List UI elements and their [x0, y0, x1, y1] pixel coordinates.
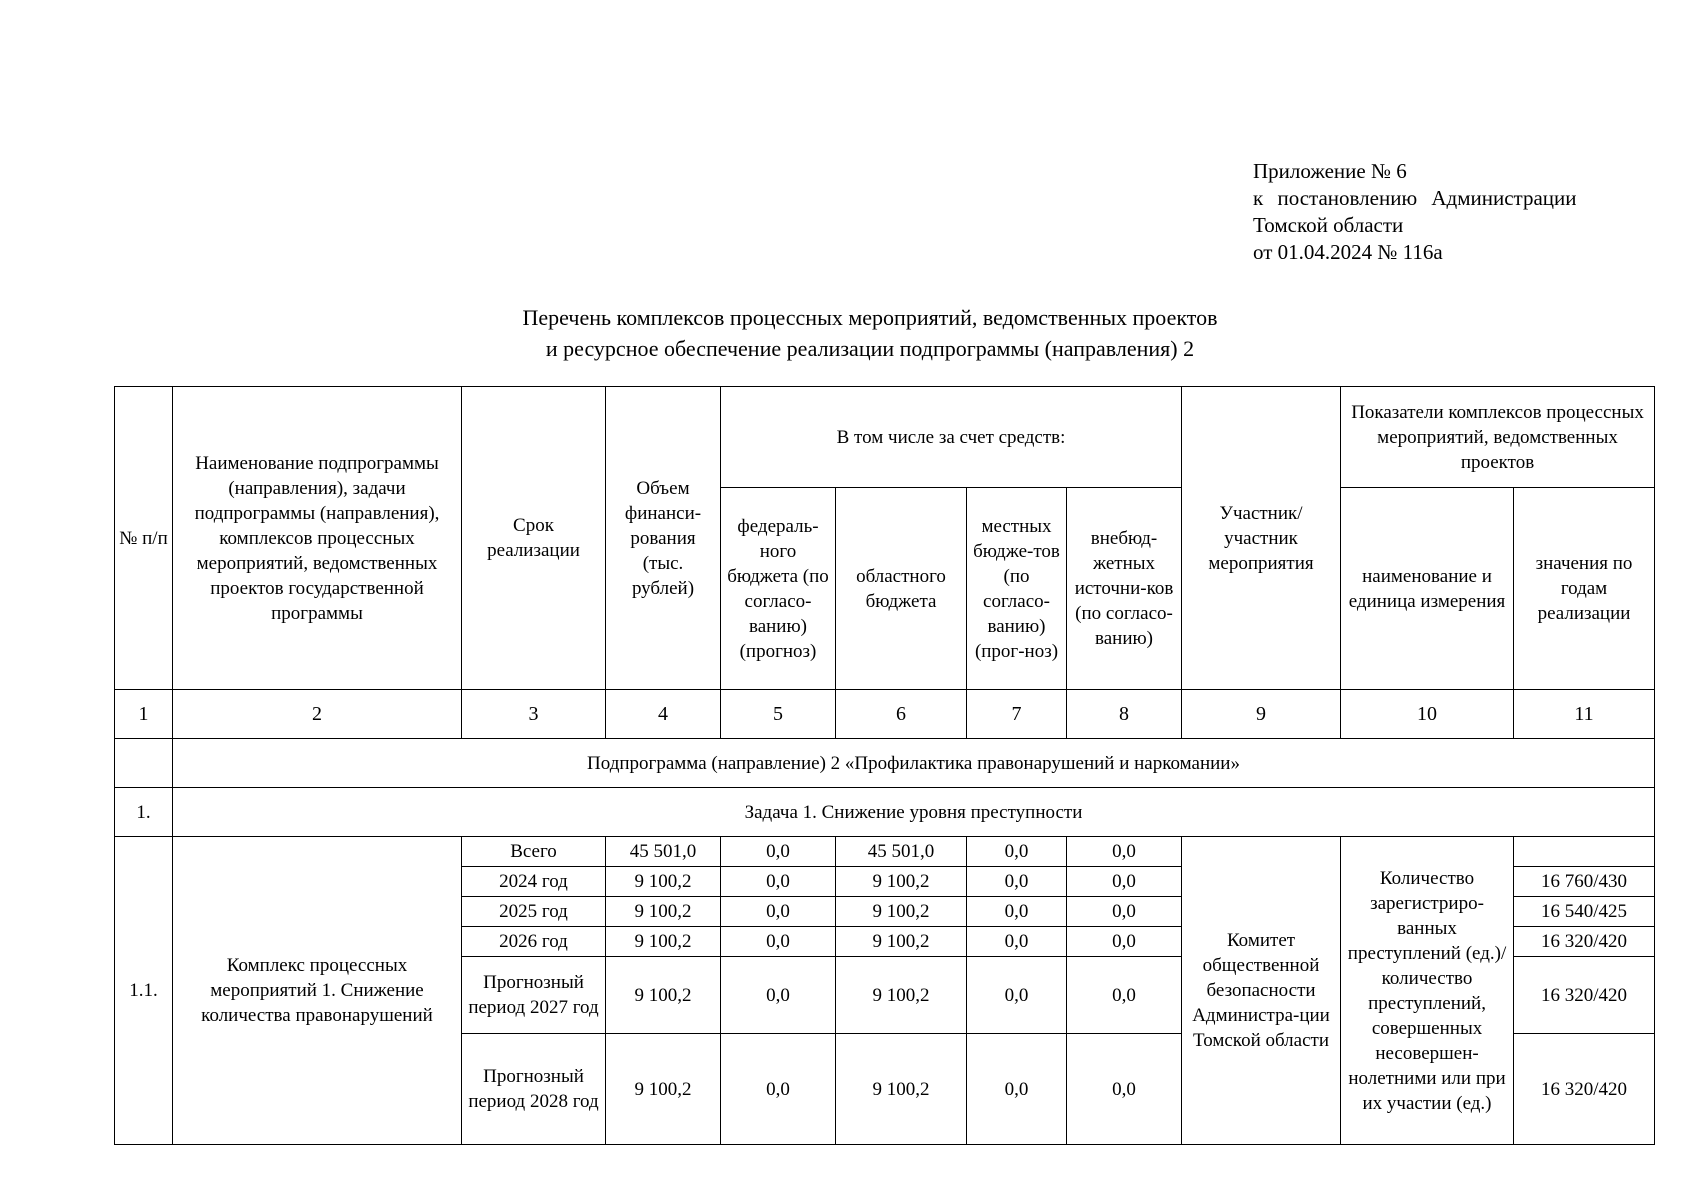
programs-table — [114, 386, 1655, 1145]
header-col-11: значения по годам реализации — [1514, 488, 1655, 690]
appendix-resolution: к постановлению Администрации — [1253, 186, 1577, 210]
extra-cell: 0,0 — [1067, 927, 1182, 957]
federal-cell: 0,0 — [721, 897, 836, 927]
local-cell: 0,0 — [967, 837, 1067, 867]
column-number: 11 — [1514, 690, 1655, 739]
title-line-2: и ресурсное обеспечение реализации подпрограммы (направления) 2 — [545, 336, 1195, 361]
header-col-10: наименование и единица измерения — [1341, 488, 1514, 690]
value-cell: 16 540/425 — [1514, 897, 1655, 927]
header-col-3: Срок реализации — [462, 387, 606, 690]
subprogram-num — [115, 739, 173, 788]
task-row — [115, 788, 1655, 837]
document-title — [0, 302, 1698, 364]
column-number-row — [115, 690, 1655, 739]
federal-cell: 0,0 — [721, 957, 836, 1034]
value-cell: 16 320/420 — [1514, 957, 1655, 1034]
indicator-cell: Количество зарегистриро-ванных преступлений (ед.)/ количество преступлений, совершенных несовершен-нолетними или при их участии (ед.) — [1341, 837, 1514, 1145]
column-number: 1 — [115, 690, 173, 739]
period-cell: 2026 год — [462, 927, 606, 957]
header-group-indicators: Показатели комплексов процессных мероприятий, ведомственных проектов — [1341, 387, 1655, 488]
column-number: 5 — [721, 690, 836, 739]
column-number: 9 — [1182, 690, 1341, 739]
appendix-date: от 01.04.2024 № 116а — [1253, 240, 1443, 264]
total-cell: 9 100,2 — [606, 927, 721, 957]
federal-cell: 0,0 — [721, 927, 836, 957]
total-cell: 9 100,2 — [606, 897, 721, 927]
period-cell: Всего — [462, 837, 606, 867]
column-number: 3 — [462, 690, 606, 739]
extra-cell: 0,0 — [1067, 957, 1182, 1034]
total-cell: 9 100,2 — [606, 867, 721, 897]
period-cell: Прогнозный период 2028 год — [462, 1034, 606, 1145]
extra-cell: 0,0 — [1067, 1034, 1182, 1145]
header-row — [115, 387, 1655, 488]
column-number: 2 — [173, 690, 462, 739]
header-col-5: федераль-ного бюджета (по согласо-ванию) (прогноз) — [721, 488, 836, 690]
value-cell: 16 320/420 — [1514, 927, 1655, 957]
value-cell — [1514, 837, 1655, 867]
period-cell: 2024 год — [462, 867, 606, 897]
local-cell: 0,0 — [967, 957, 1067, 1034]
header-group-funds: В том числе за счет средств: — [721, 387, 1182, 488]
period-cell: Прогнозный период 2027 год — [462, 957, 606, 1034]
table-row — [115, 837, 1655, 867]
regional-cell: 9 100,2 — [836, 957, 967, 1034]
regional-cell: 9 100,2 — [836, 927, 967, 957]
local-cell: 0,0 — [967, 897, 1067, 927]
federal-cell: 0,0 — [721, 867, 836, 897]
regional-cell: 9 100,2 — [836, 1034, 967, 1145]
appendix-number: Приложение № 6 — [1253, 159, 1407, 183]
regional-cell: 9 100,2 — [836, 867, 967, 897]
period-cell: 2025 год — [462, 897, 606, 927]
appendix-region: Томской области — [1253, 213, 1404, 237]
header-col-4: Объем финанси-рования (тыс. рублей) — [606, 387, 721, 690]
participant-cell: Комитет общественной безопасности Администра-ции Томской области — [1182, 837, 1341, 1145]
complex-name: Комплекс процессных мероприятий 1. Снижение количества правонарушений — [173, 837, 462, 1145]
header-col-1: № п/п — [115, 387, 173, 690]
column-number: 4 — [606, 690, 721, 739]
federal-cell: 0,0 — [721, 1034, 836, 1145]
subprogram-title: Подпрограмма (направление) 2 «Профилактика правонарушений и наркомании» — [173, 739, 1655, 788]
header-col-9: Участник/ участник мероприятия — [1182, 387, 1341, 690]
regional-cell: 9 100,2 — [836, 897, 967, 927]
total-cell: 9 100,2 — [606, 1034, 721, 1145]
header-col-7: местных бюдже-тов (по согласо-ванию) (прог-ноз) — [967, 488, 1067, 690]
extra-cell: 0,0 — [1067, 867, 1182, 897]
header-col-6: областного бюджета — [836, 488, 967, 690]
value-cell: 16 760/430 — [1514, 867, 1655, 897]
value-cell: 16 320/420 — [1514, 1034, 1655, 1145]
header-col-2: Наименование подпрограммы (направления), задачи подпрограммы (направления), комплексов процессных мероприятий, ведомственных проектов государственной программы — [173, 387, 462, 690]
local-cell: 0,0 — [967, 867, 1067, 897]
column-number: 7 — [967, 690, 1067, 739]
header-col-8: внебюд-жетных источни-ков (по согласо-ванию) — [1067, 488, 1182, 690]
title-line-1: Перечень комплексов процессных мероприятий, ведомственных проектов — [522, 305, 1218, 330]
total-cell: 45 501,0 — [606, 837, 721, 867]
column-number: 10 — [1341, 690, 1514, 739]
local-cell: 0,0 — [967, 1034, 1067, 1145]
federal-cell: 0,0 — [721, 837, 836, 867]
regional-cell: 45 501,0 — [836, 837, 967, 867]
appendix-block — [1253, 158, 1577, 266]
subprogram-row — [115, 739, 1655, 788]
complex-num: 1.1. — [115, 837, 173, 1145]
extra-cell: 0,0 — [1067, 837, 1182, 867]
column-number: 6 — [836, 690, 967, 739]
extra-cell: 0,0 — [1067, 897, 1182, 927]
total-cell: 9 100,2 — [606, 957, 721, 1034]
local-cell: 0,0 — [967, 927, 1067, 957]
task-title: Задача 1. Снижение уровня преступности — [173, 788, 1655, 837]
column-number: 8 — [1067, 690, 1182, 739]
task-num: 1. — [115, 788, 173, 837]
